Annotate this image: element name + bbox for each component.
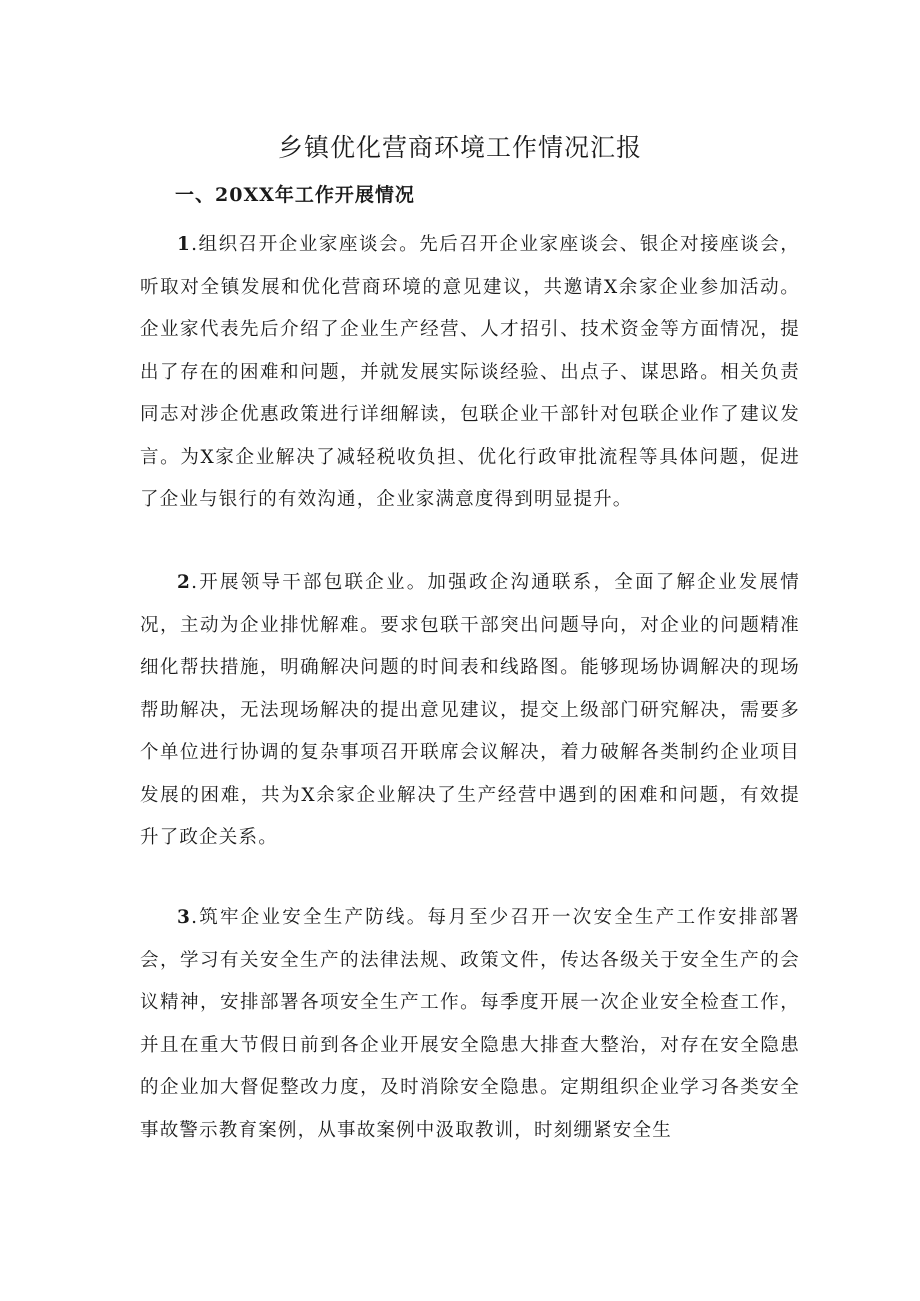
section-heading: 一、20XX年工作开展情况 <box>175 184 415 206</box>
paragraph-2-text: .开展领导干部包联企业。加强政企沟通联系，全面了解企业发展情况，主动为企业排忧解难。要求包联干部突出问题导向，对企业的问题精准细化帮扶措施，明确解决问题的时间表和线路图。能够现场协调解决的现场帮助解决，无法现场解决的提出意见建议，提交上级部门研究解决，需要多个单位进行协调的复杂事项召开联席会议解决，着力破解各类制约企业项目发展的困难，共为X余家企业解决了生产经营中遇到的困难和问题，有效提升了政企关系。 <box>140 572 800 848</box>
paragraph-2-number: 2 <box>177 572 192 593</box>
paragraph-3-text: .筑牢企业安全生产防线。每月至少召开一次安全生产工作安排部署会，学习有关安全生产的法律法规、政策文件，传达各级关于安全生产的会议精神，安排部署各项安全生产工作。每季度开展一次企业安全检查工作，并且在重大节假日前到各企业开展安全隐患大排查大整治，对存在安全隐患的企业加大督促整改力度，及时消除安全隐患。定期组织企业学习各类安全事故警示教育案例，从事故案例中汲取教训，时刻绷紧安全生 <box>140 907 800 1141</box>
document-title: 乡镇优化营商环境工作情况汇报 <box>277 133 642 162</box>
paragraph-3 <box>140 897 800 1152</box>
paragraph-2 <box>140 562 800 860</box>
paragraph-3-number: 3 <box>177 907 192 928</box>
paragraph-1-text: .组织召开企业家座谈会。先后召开企业家座谈会、银企对接座谈会，听取对全镇发展和优化营商环境的意见建议，共邀请X余家企业参加活动。企业家代表先后介绍了企业生产经营、人才招引、技术资金等方面情况，提出了存在的困难和问题，并就发展实际谈经验、出点子、谋思路。相关负责同志对涉企优惠政策进行详细解读，包联企业干部针对包联企业作了建议发言。为X家企业解决了减轻税收负担、优化行政审批流程等具体问题，促进了企业与银行的有效沟通，企业家满意度得到明显提升。 <box>140 234 800 510</box>
paragraph-1 <box>140 224 800 522</box>
paragraph-1-number: 1 <box>177 234 192 255</box>
